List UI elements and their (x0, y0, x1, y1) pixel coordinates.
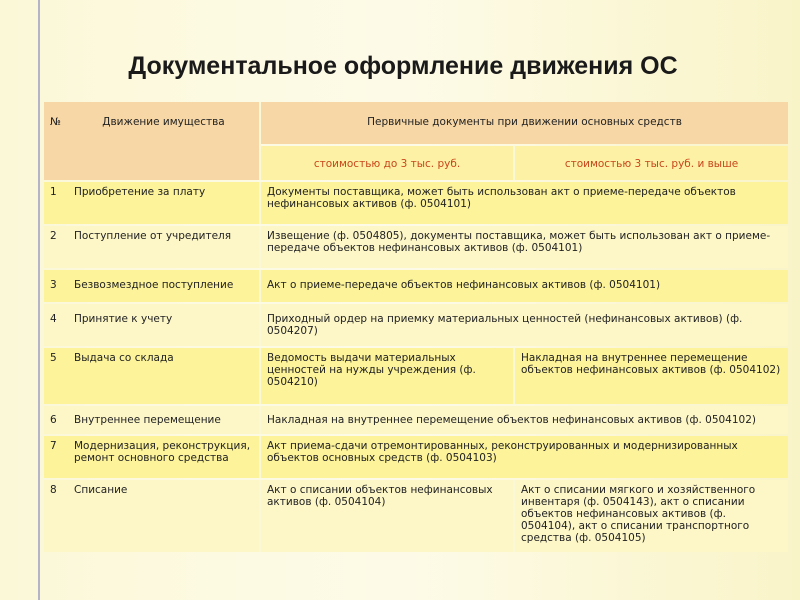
row-movement: Безвозмездное поступление (68, 270, 261, 302)
header-num: № (44, 102, 68, 180)
row-num: 6 (44, 406, 68, 434)
row-movement: Выдача со склада (68, 348, 261, 404)
table-row (44, 348, 788, 404)
header-movement: Движение имущества (68, 102, 261, 180)
subheader-high-cost: стоимостью 3 тыс. руб. и выше (515, 146, 788, 180)
row-doc: Приходный ордер на приемку материальных ценностей (нефинансовых активов) (ф. 0504207) (261, 304, 788, 346)
table-row (44, 436, 788, 478)
slide-title: Документальное оформление движения ОС (128, 52, 678, 80)
row-movement: Внутреннее перемещение (68, 406, 261, 434)
table-row (44, 406, 788, 434)
row-movement: Модернизация, реконструкция, ремонт основного средства (68, 436, 261, 478)
row-num: 5 (44, 348, 68, 404)
row-doc: Документы поставщика, может быть использован акт о приеме-передаче объектов нефинансовых активов (ф. 0504101) (261, 182, 788, 224)
table-row (44, 226, 788, 268)
table-row (44, 270, 788, 302)
row-doc-high: Акт о списании мягкого и хозяйственного инвентаря (ф. 0504143), акт о списании объектов нефинансовых активов (ф. 0504104), акт о списании транспортного средства (ф. 0504105) (515, 480, 788, 552)
row-movement: Списание (68, 480, 261, 552)
row-num: 8 (44, 480, 68, 552)
table-row (44, 304, 788, 346)
row-num: 3 (44, 270, 68, 302)
row-doc-low: Ведомость выдачи материальных ценностей на нужды учреждения (ф. 0504210) (261, 348, 515, 404)
row-num: 7 (44, 436, 68, 478)
table-header-row (44, 102, 788, 144)
row-num: 4 (44, 304, 68, 346)
subheader-low-cost: стоимостью до 3 тыс. руб. (261, 146, 515, 180)
row-doc: Извещение (ф. 0504805), документы поставщика, может быть использован акт о приеме-передаче объектов нефинансовых активов (ф. 0504101) (261, 226, 788, 268)
row-doc: Акт приема-сдачи отремонтированных, реконструированных и модернизированных объектов основных средств (ф. 0504103) (261, 436, 788, 478)
row-num: 2 (44, 226, 68, 268)
header-docs: Первичные документы при движении основных средств (261, 102, 788, 144)
row-doc-high: Накладная на внутреннее перемещение объектов нефинансовых активов (ф. 0504102) (515, 348, 788, 404)
row-movement: Принятие к учету (68, 304, 261, 346)
row-num: 1 (44, 182, 68, 224)
row-doc: Накладная на внутреннее перемещение объектов нефинансовых активов (ф. 0504102) (261, 406, 788, 434)
row-doc: Акт о приеме-передаче объектов нефинансовых активов (ф. 0504101) (261, 270, 788, 302)
table-row (44, 182, 788, 224)
table-row (44, 480, 788, 552)
row-doc-low: Акт о списании объектов нефинансовых активов (ф. 0504104) (261, 480, 515, 552)
documents-table (44, 100, 788, 554)
row-movement: Поступление от учредителя (68, 226, 261, 268)
row-movement: Приобретение за плату (68, 182, 261, 224)
left-border-line (38, 0, 40, 600)
